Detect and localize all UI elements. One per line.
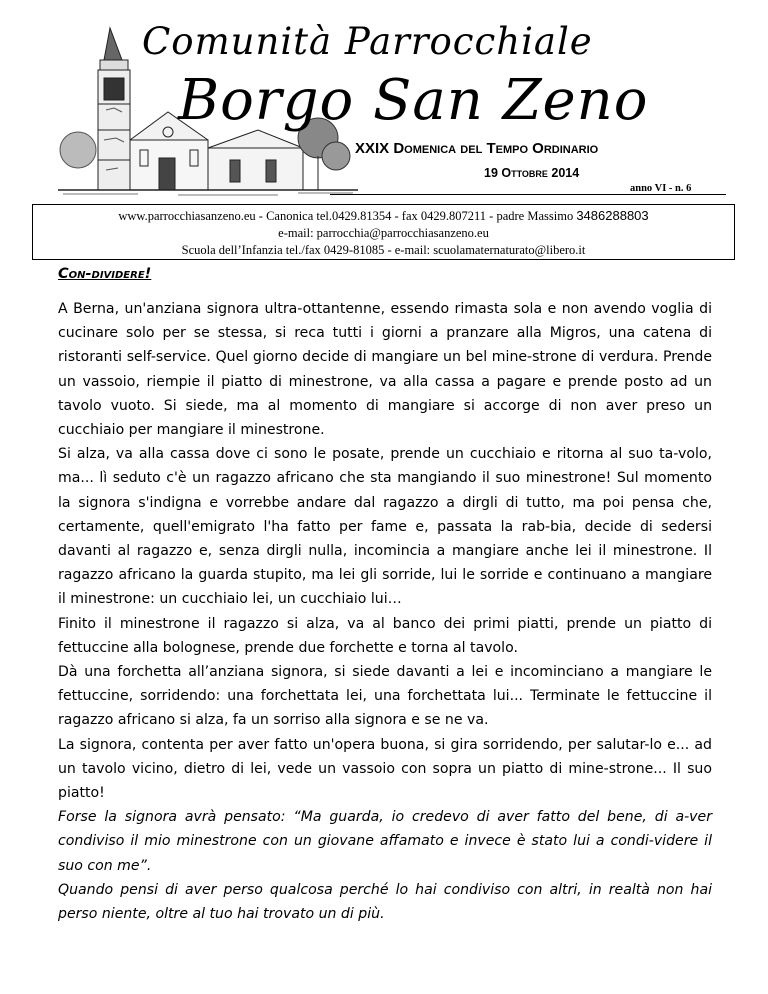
contact-email: e-mail: parrocchia@parrocchiasanzeno.eu: [278, 226, 489, 240]
paragraph: A Berna, un'anziana signora ultra-ottantenne, essendo rimasta sola e non avendo voglia di cucinare solo per se stessa, si reca tutti i giorni a pranzare alla Migros, una catena di ristoranti self-service. Quel giorno decide di mangiare un bel mine-strone di verdura. Prende un vassoio, riempie il piatto di minestrone, va alla cassa a pagare e prende posto ad un tavolo vuoto. Si siede, ma al momento di mangiare si accorge di non aver preso un cucchiaio per mangiare il minestrone.: [58, 301, 712, 439]
contact-info: www.parrocchiasanzeno.eu - Canonica tel.0429.81354 - fax 0429.807211 - padre Massimo: [118, 209, 574, 223]
header-rule: [330, 194, 726, 195]
issue-number: anno VI - n. 6: [630, 183, 692, 194]
article-body: [58, 297, 712, 926]
parish-name: Borgo San Zeno: [178, 68, 649, 133]
paragraph: La signora, contenta per aver fatto un'opera buona, si gira sorridendo, per salutar-lo e... ad un tavolo vicino, dietro di lei, vede un vassoio con sopra un piatto di mine-strone... Il suo piatto!: [58, 736, 712, 802]
italic-paragraph: Quando pensi di aver perso qualcosa perché lo hai condiviso con altri, in realtà non hai perso niente, oltre al tuo hai trovato un di più.: [58, 881, 712, 923]
paragraph: Finito il minestrone il ragazzo si alza, va al banco dei primi piatti, prende un piatto di fettuccine alla bolognese, prende due forchette e torna al tavolo.: [58, 615, 712, 656]
italic-paragraph: Forse la signora avrà pensato: “Ma guarda, io credevo di aver fatto del bene, di a-ver condiviso il mio minestrone con un giovane affamato e invece è stato lui a condi-videre il suo con me”.: [58, 809, 712, 874]
issue-date: 19 Ottobre 2014: [484, 166, 580, 180]
paragraph: Dà una forchetta all’anziana signora, si siede davanti a lei e incominciano a mangiare le fettuccine, sorridendo: una forchettata lei, una forchettata lui... Terminate le fettuccine il ragazzo africano si alza, fa un sorriso alla signora e se ne va.: [58, 664, 712, 729]
phone-number: 3486288803: [576, 208, 649, 223]
school-contact: Scuola dell’Infanzia tel./fax 0429-81085 - e-mail: scuolamaternaturato@libero.it: [181, 243, 586, 257]
parish-title: Comunità Parrocchiale: [142, 20, 593, 63]
article-heading: Con-dividere!: [58, 266, 152, 282]
liturgical-sunday: XXIX Domenica del Tempo Ordinario: [355, 140, 599, 157]
contact-line-1: [33, 207, 734, 225]
paragraph: Si alza, va alla cassa dove ci sono le posate, prende un cucchiaio e ritorna al suo ta-volo, ma... lì seduto c'è un ragazzo africano che sta mangiando il suo minestrone! Sul momento la signora s'indigna e vorrebbe andare dal ragazzo a dirgli di tutto, ma poi pensa che, certamente, quell'emigrato l'ha fatto per fame e, passata la rab-bia, decide di sedersi davanti al ragazzo e, senza dirgli nulla, incomincia a mangiare anche lei il minestrone. Il ragazzo africano la guarda stupito, ma lei gli sorride, lui le sorride e continuano a mangiare il minestrone: un cucchiaio lei, un cucchiaio lui…: [58, 446, 712, 608]
contact-box: [32, 204, 735, 260]
